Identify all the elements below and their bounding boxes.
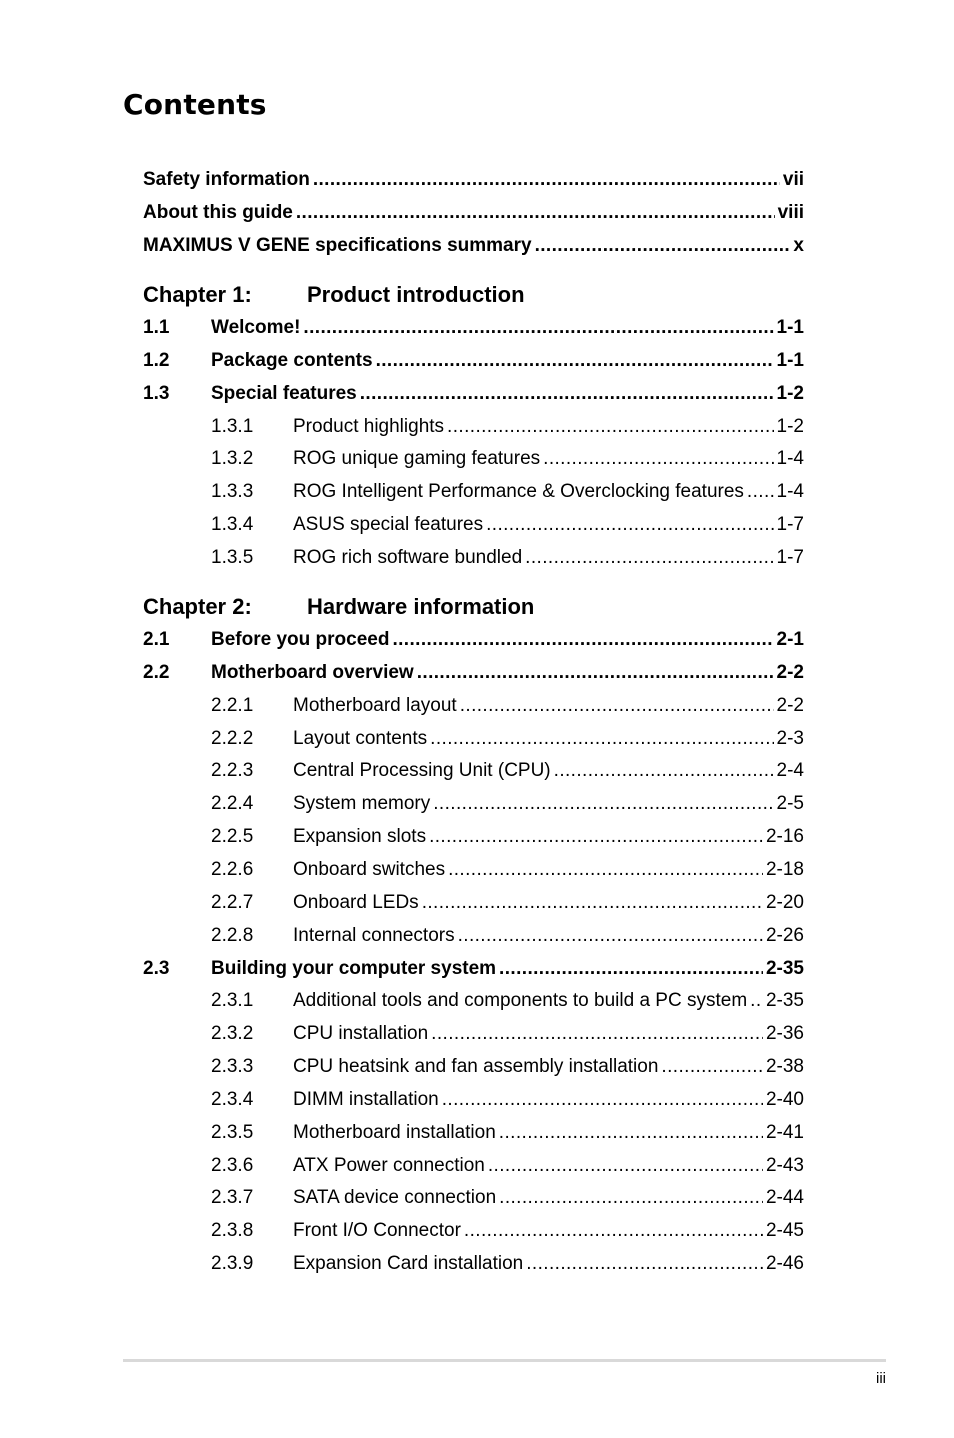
toc-leader-dots	[750, 990, 763, 1012]
toc-entry[interactable]	[211, 1056, 804, 1080]
toc-entry-page: 2-20	[765, 892, 804, 913]
toc-entry-page: 1-1	[776, 317, 804, 338]
toc-entry[interactable]	[143, 958, 804, 982]
toc-leader-dots	[447, 416, 773, 438]
toc-entry[interactable]	[211, 760, 804, 784]
toc-entry-page: 2-2	[776, 695, 804, 716]
toc-entry-number: 2.3.1	[211, 990, 254, 1011]
toc-leader-dots	[448, 859, 763, 881]
toc-leader-dots	[661, 1056, 763, 1078]
toc-leader-dots	[296, 202, 775, 224]
toc-entry-title: Motherboard installation	[293, 1122, 496, 1143]
toc-entry-number: 1.3.5	[211, 547, 254, 568]
toc-entry-page: 2-41	[765, 1122, 804, 1143]
toc-entry-title: Additional tools and components to build a PC system	[293, 990, 748, 1011]
toc-entry[interactable]	[211, 990, 804, 1014]
footer-rule	[123, 1359, 886, 1362]
toc-entry-page: 2-2	[776, 662, 804, 683]
toc-entry-page: 1-2	[776, 416, 804, 437]
toc-entry-number: 2.2.1	[211, 695, 254, 716]
toc-entry-title: Special features	[211, 383, 357, 404]
toc-entry-title: Motherboard overview	[211, 662, 414, 683]
toc-entry-number: 2.3.9	[211, 1253, 254, 1274]
toc-entry-title: CPU installation	[293, 1023, 429, 1044]
chapter-title: Product introduction	[307, 282, 525, 307]
toc-leader-dots	[430, 728, 773, 750]
toc-leader-dots	[303, 317, 773, 339]
toc-entry-page: 1-2	[776, 383, 804, 404]
chapter-heading[interactable]	[143, 594, 534, 620]
toc-entry-page: viii	[777, 202, 804, 223]
toc-entry-number: 1.3.4	[211, 514, 254, 535]
toc-leader-dots	[525, 547, 773, 569]
toc-leader-dots	[442, 1089, 763, 1111]
toc-entry[interactable]	[211, 1122, 804, 1146]
toc-entry-number: 2.3.7	[211, 1187, 254, 1208]
toc-entry-title: MAXIMUS V GENE specifications summary	[143, 235, 532, 256]
toc-leader-dots	[499, 1187, 763, 1209]
toc-entry[interactable]	[211, 1253, 804, 1277]
toc-entry-title: Welcome!	[211, 317, 301, 338]
toc-entry[interactable]	[211, 448, 804, 472]
toc-entry-number: 2.3.4	[211, 1089, 254, 1110]
toc-entry-title: Expansion slots	[293, 826, 427, 847]
toc-entry-number: 2.3.3	[211, 1056, 254, 1077]
toc-entry-number: 2.3.2	[211, 1023, 254, 1044]
toc-entry-number: 1.3.2	[211, 448, 254, 469]
toc-entry-title: ROG unique gaming features	[293, 448, 541, 469]
toc-entry-page: 2-44	[765, 1187, 804, 1208]
toc-entry[interactable]	[211, 925, 804, 949]
toc-entry[interactable]	[143, 629, 804, 653]
toc-entry[interactable]	[143, 317, 804, 341]
toc-leader-dots	[429, 826, 763, 848]
toc-leader-dots	[313, 169, 780, 191]
toc-entry-title: Front I/O Connector	[293, 1220, 461, 1241]
toc-entry[interactable]	[143, 169, 804, 193]
toc-entry[interactable]	[211, 695, 804, 719]
toc-entry-title: ROG rich software bundled	[293, 547, 523, 568]
toc-entry[interactable]	[211, 1187, 804, 1211]
toc-entry-number: 1.3.3	[211, 481, 254, 502]
toc-entry-page: 2-38	[765, 1056, 804, 1077]
toc-leader-dots	[464, 1220, 763, 1242]
toc-entry-number: 1.3.1	[211, 416, 254, 437]
toc-entry-title: SATA device connection	[293, 1187, 497, 1208]
toc-entry[interactable]	[143, 662, 804, 686]
toc-entry-title: Package contents	[211, 350, 373, 371]
toc-entry-page: 2-35	[765, 958, 804, 979]
toc-entry[interactable]	[211, 793, 804, 817]
toc-entry-page: 2-18	[765, 859, 804, 880]
toc-entry[interactable]	[143, 383, 804, 407]
toc-leader-dots	[526, 1253, 763, 1275]
toc-leader-dots	[499, 1122, 763, 1144]
toc-entry-number: 2.2.8	[211, 925, 254, 946]
toc-entry-page: 1-7	[776, 547, 804, 568]
toc-entry-number: 1.1	[143, 317, 170, 338]
toc-entry-number: 2.3	[143, 958, 170, 979]
chapter-heading[interactable]	[143, 282, 525, 308]
toc-leader-dots	[433, 793, 773, 815]
toc-entry-number: 2.3.6	[211, 1155, 254, 1176]
toc-entry-page: 2-43	[765, 1155, 804, 1176]
toc-entry-page: 2-36	[765, 1023, 804, 1044]
page-number: iii	[876, 1370, 886, 1387]
toc-entry[interactable]	[143, 235, 804, 259]
toc-entry-page: 2-46	[765, 1253, 804, 1274]
toc-entry-page: 2-4	[776, 760, 804, 781]
toc-entry-title: About this guide	[143, 202, 293, 223]
toc-entry-number: 2.2.6	[211, 859, 254, 880]
toc-entry-title: Expansion Card installation	[293, 1253, 524, 1274]
toc-leader-dots	[554, 760, 774, 782]
toc-entry-title: DIMM installation	[293, 1089, 439, 1110]
chapter-label: Chapter 2:	[143, 594, 252, 619]
toc-entry[interactable]	[143, 350, 804, 374]
toc-entry[interactable]	[211, 481, 804, 505]
toc-entry-title: Product highlights	[293, 416, 445, 437]
toc-entry-page: 2-35	[765, 990, 804, 1011]
toc-leader-dots	[376, 350, 774, 372]
toc-entry[interactable]	[211, 416, 804, 440]
toc-entry[interactable]	[143, 202, 804, 226]
toc-entry-page: 2-16	[765, 826, 804, 847]
toc-entry-title: Before you proceed	[211, 629, 390, 650]
toc-entry-title: Layout contents	[293, 728, 428, 749]
toc-leader-dots	[360, 383, 774, 405]
toc-entry[interactable]	[211, 826, 804, 850]
toc-entry-page: 2-26	[765, 925, 804, 946]
toc-entry-title: Safety information	[143, 169, 310, 190]
toc-leader-dots	[535, 235, 791, 257]
toc-entry-title: Onboard LEDs	[293, 892, 419, 913]
toc-entry-title: Motherboard layout	[293, 695, 457, 716]
toc-entry-page: x	[793, 235, 804, 256]
toc-entry-title: Building your computer system	[211, 958, 497, 979]
toc-entry[interactable]	[211, 1089, 804, 1113]
toc-entry-number: 2.2	[143, 662, 170, 683]
toc-leader-dots	[499, 958, 763, 980]
toc-leader-dots	[458, 925, 763, 947]
toc-entry-number: 2.2.2	[211, 728, 254, 749]
toc-leader-dots	[488, 1155, 763, 1177]
toc-entry-number: 2.3.8	[211, 1220, 254, 1241]
toc-entry-number: 2.2.5	[211, 826, 254, 847]
toc-entry[interactable]	[211, 1023, 804, 1047]
toc-entry[interactable]	[211, 547, 804, 571]
toc-entry[interactable]	[211, 728, 804, 752]
toc-entry[interactable]	[211, 859, 804, 883]
toc-entry-title: Onboard switches	[293, 859, 446, 880]
toc-entry-number: 1.2	[143, 350, 170, 371]
toc-entry-title: Central Processing Unit (CPU)	[293, 760, 551, 781]
toc-leader-dots	[417, 662, 774, 684]
toc-entry-page: 1-4	[776, 448, 804, 469]
toc-entry-number: 2.2.4	[211, 793, 254, 814]
toc-leader-dots	[486, 514, 773, 536]
toc-entry-page: 2-45	[765, 1220, 804, 1241]
toc-entry[interactable]	[211, 514, 804, 538]
toc-entry[interactable]	[211, 1155, 804, 1179]
toc-leader-dots	[422, 892, 763, 914]
toc-entry-title: System memory	[293, 793, 431, 814]
toc-leader-dots	[392, 629, 773, 651]
toc-entry-page: 2-5	[776, 793, 804, 814]
toc-entry-page: 2-40	[765, 1089, 804, 1110]
chapter-title: Hardware information	[307, 594, 535, 619]
toc-entry-page: 1-1	[776, 350, 804, 371]
toc-leader-dots	[543, 448, 773, 470]
toc-entry-number: 2.2.3	[211, 760, 254, 781]
toc-leader-dots	[431, 1023, 763, 1045]
toc-leader-dots	[747, 481, 774, 503]
toc-entry[interactable]	[211, 892, 804, 916]
toc-entry-page: 1-4	[776, 481, 804, 502]
chapter-label: Chapter 1:	[143, 282, 252, 307]
toc-leader-dots	[460, 695, 774, 717]
toc-entry-title: ATX Power connection	[293, 1155, 485, 1176]
toc-entry-page: 2-1	[776, 629, 804, 650]
toc-entry-title: Internal connectors	[293, 925, 455, 946]
page-title: Contents	[123, 88, 267, 121]
toc-entry-title: ASUS special features	[293, 514, 484, 535]
toc-entry-number: 2.1	[143, 629, 170, 650]
toc-entry-number: 2.2.7	[211, 892, 254, 913]
toc-entry-page: 2-3	[776, 728, 804, 749]
toc-entry-page: 1-7	[776, 514, 804, 535]
toc-entry-title: CPU heatsink and fan assembly installation	[293, 1056, 659, 1077]
toc-entry-number: 1.3	[143, 383, 170, 404]
toc-entry-number: 2.3.5	[211, 1122, 254, 1143]
toc-entry-page: vii	[782, 169, 804, 190]
toc-entry[interactable]	[211, 1220, 804, 1244]
toc-entry-title: ROG Intelligent Performance & Overclocking features	[293, 481, 744, 502]
